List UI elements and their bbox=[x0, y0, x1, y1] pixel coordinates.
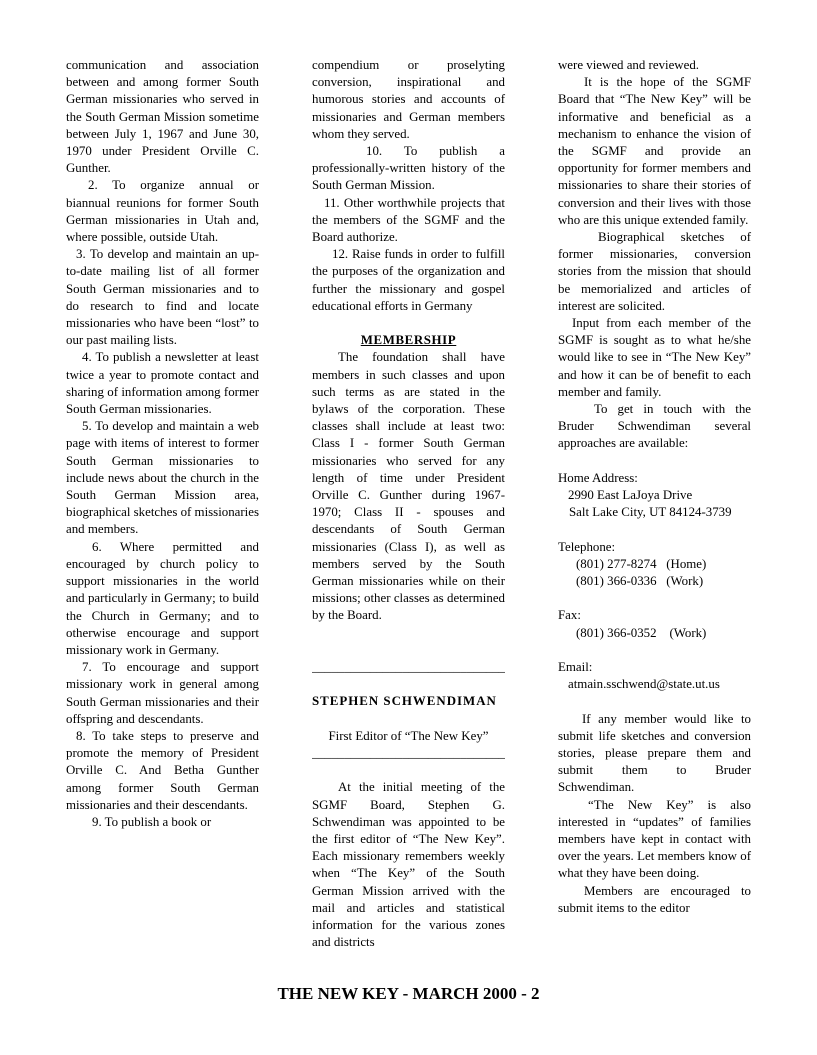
paragraph: Input from each member of the SGMF is sought as to what he/she would like to see in “The New Key” and how it can be of benefit to each member and family. bbox=[558, 316, 751, 399]
email-label: Email: bbox=[558, 660, 593, 675]
membership-heading: MEMBERSHIP bbox=[360, 333, 457, 348]
membership-paragraph: The foundation shall have members in such classes and upon such terms as are stated in the bylaws of the corporation. These classes shall include at least two: Class I - former South German missionaries who served for any length of time under President Orville C. Gunther during 1967-1970; Class II - spouses and descendants of South German missionaries (Class I), as well as members served by the South German missionaries while on their missions; other classes as determined by the Board. bbox=[312, 350, 505, 623]
column-1 bbox=[66, 57, 259, 831]
paragraph: “The New Key” is also interested in “updates” of families members have kept in contact with over the years. Let members know of what they have been doing. bbox=[558, 797, 751, 881]
paragraph: Members are encouraged to submit items to the editor bbox=[558, 883, 751, 915]
home-street: 2990 East LaJoya Drive bbox=[568, 488, 693, 503]
paragraph: 6. Where permitted and encouraged by church policy to support missionaries in the world and particularly in Germany; to build the Church in Germany; and to otherwise encourage and support missionary work in Germany. bbox=[66, 539, 259, 657]
column-2 bbox=[312, 57, 505, 951]
paragraph: 10. To publish a professionally-written history of the South German Mission. bbox=[312, 144, 505, 193]
paragraph: compendium or proselyting conversion, inspirational and humorous stories and accounts of missionaries and German members whom they served. bbox=[312, 58, 505, 141]
byline-subtitle: First Editor of “The New Key” bbox=[328, 728, 489, 743]
column-3 bbox=[558, 57, 751, 917]
paragraph: 2. To organize annual or biannual reunions for former South German missionaries in Utah and, where possible, outside Utah. bbox=[66, 178, 259, 245]
divider-line: ______________________________ bbox=[312, 746, 505, 761]
paragraph: 7. To encourage and support missionary work in general among South German missionaries and their offspring and descendants. bbox=[66, 660, 259, 726]
telephone-label: Telephone: bbox=[558, 539, 616, 554]
home-city: Salt Lake City, UT 84124-3739 bbox=[569, 505, 732, 520]
fax-work: (801) 366-0352 (Work) bbox=[576, 625, 707, 640]
paragraph: 11. Other worthwhile projects that the members of the SGMF and the Board authorize. bbox=[312, 195, 505, 245]
paragraph: 5. To develop and maintain a web page with items of interest to former South German missionaries to include news about the church in the South German Mission area, biographical sketches of missionaries and members. bbox=[66, 419, 259, 537]
paragraph: To get in touch with the Bruder Schwendiman several approaches are available: bbox=[558, 402, 751, 451]
paragraph: 9. To publish a book or bbox=[92, 814, 212, 829]
paragraph: 3. To develop and maintain an up-to-date mailing list of all former South German missionaries and to do research to find and locate missionaries who have been “lost” to our past mailing lists. bbox=[66, 247, 259, 348]
fax-label: Fax: bbox=[558, 608, 581, 623]
divider-line: ______________________________ bbox=[312, 660, 505, 675]
phone-home: (801) 277-8274 (Home) bbox=[576, 556, 707, 571]
email-address: atmain.sschwend@state.ut.us bbox=[568, 677, 720, 692]
article-paragraph: At the initial meeting of the SGMF Board, Stephen G. Schwendiman was appointed to be the first editor of “The New Key”. Each missionary remembers weekly when “The Key” of the South German Mission arrived with the mail and articles and statistical information for the various zones and districts bbox=[312, 780, 505, 950]
paragraph: were viewed and reviewed. bbox=[558, 58, 700, 72]
article-byline: STEPHEN SCHWENDIMAN bbox=[312, 694, 497, 709]
phone-work: (801) 366-0336 (Work) bbox=[576, 574, 704, 589]
paragraph: communication and association between and among former South German missionaries who served in the South German Mission sometime between July 1, 1967 and June 30, 1970 under President Orville C. Gunther. bbox=[66, 58, 259, 176]
paragraph: Biographical sketches of former missionaries, conversion stories from the mission that should be memorialized and articles of interest are solicited. bbox=[558, 230, 751, 313]
home-address-label: Home Address: bbox=[558, 470, 638, 485]
paragraph: 4. To publish a newsletter at least twice a year to promote contact and sharing of information among former South German missionaries. bbox=[66, 350, 259, 417]
paragraph: 12. Raise funds in order to fulfill the purposes of the organization and further the missionary and gospel educational efforts in Germany bbox=[312, 247, 505, 313]
paragraph: If any member would like to submit life sketches and conversion stories, please prepare them and submit them to Bruder Schwendiman. bbox=[558, 711, 751, 795]
page-footer: THE NEW KEY - MARCH 2000 - 2 bbox=[277, 984, 540, 1003]
paragraph: It is the hope of the SGMF Board that “The New Key” will be informative and beneficial as a mechanism to enhance the vision of the SGMF and provide an opportunity for former members and missionaries to share their stories of conversion and their lives with those who are this unique extended family. bbox=[558, 75, 751, 227]
paragraph: 8. To take steps to preserve and promote the memory of President Orville C. And Betha Gunther among former South German missionaries and their descendants. bbox=[66, 728, 259, 812]
